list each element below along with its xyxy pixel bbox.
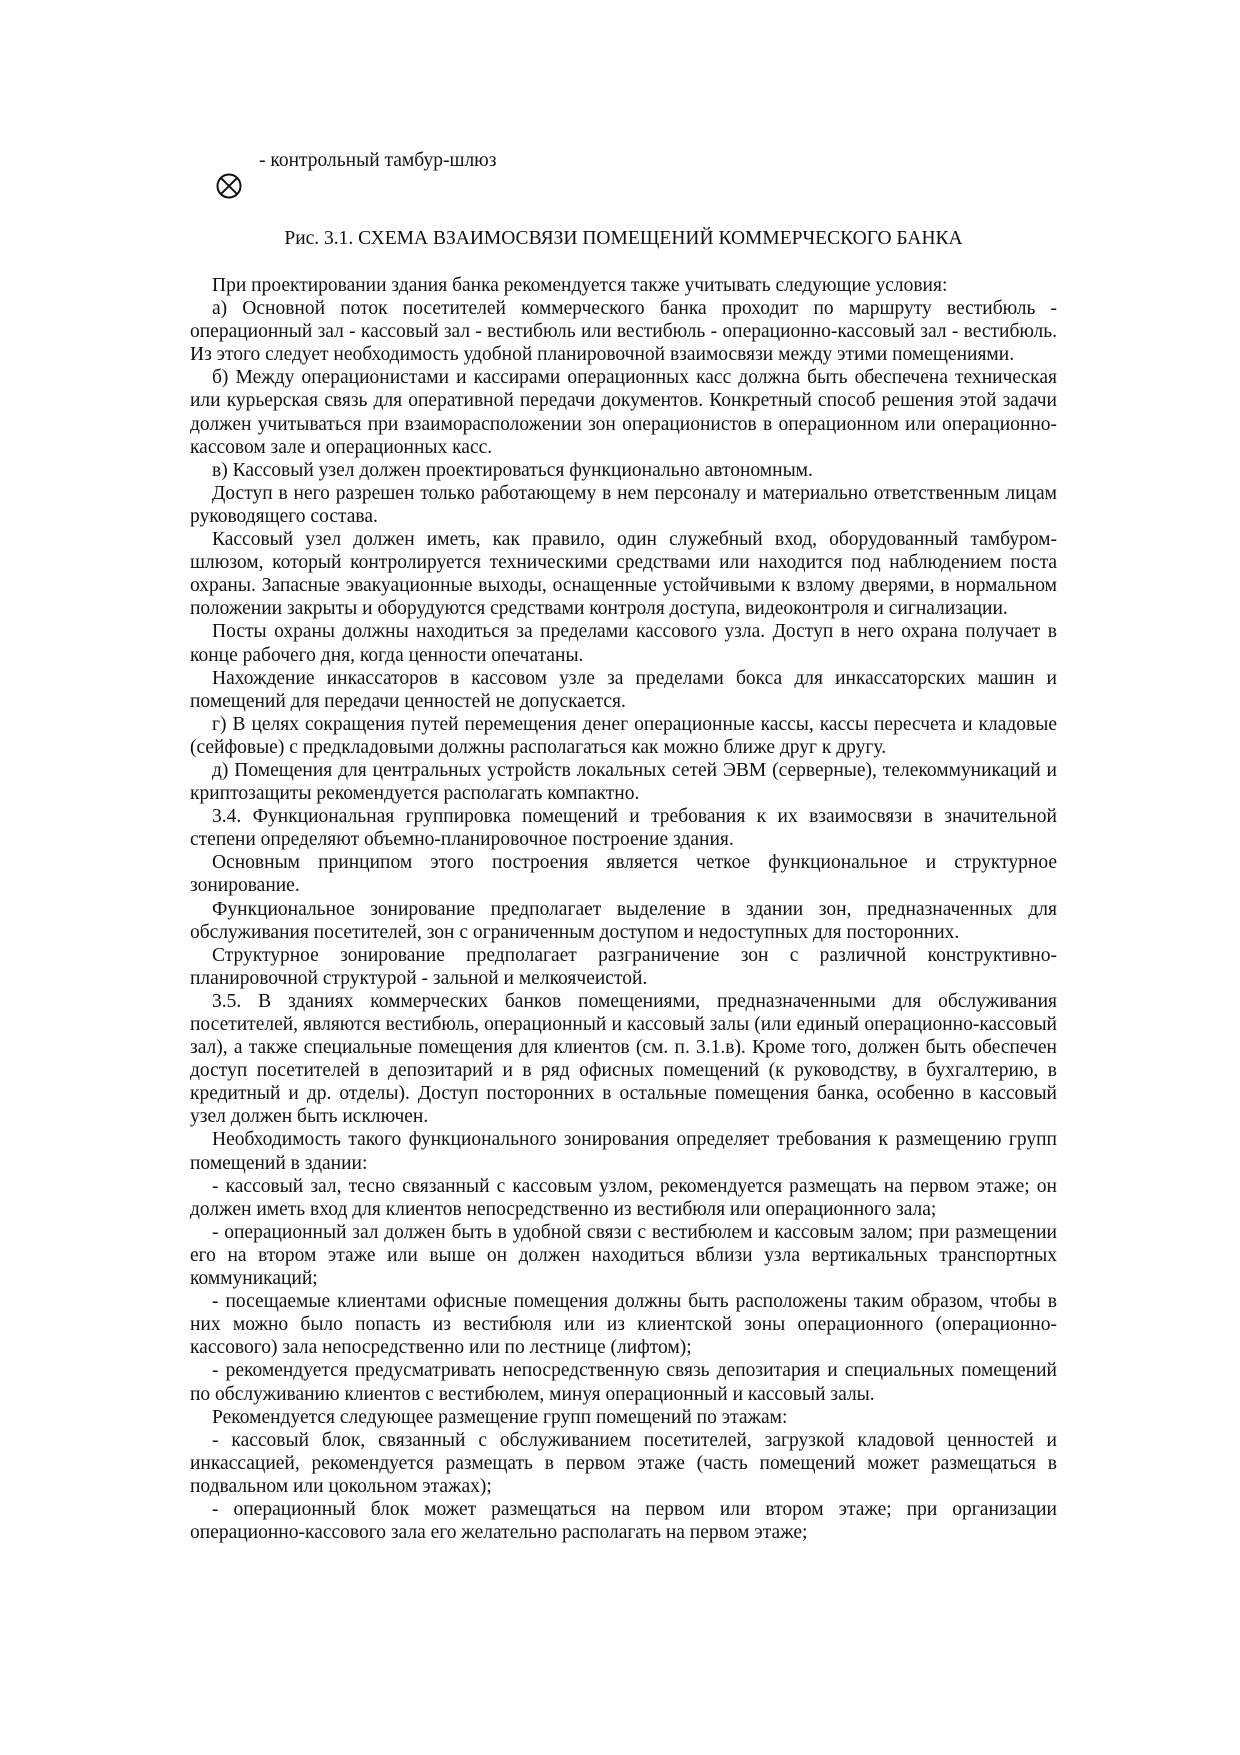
paragraph: 3.4. Функциональная группировка помещений и требования к их взаимосвязи в значительной степени определяют объемно-планировочное построение здания. [190,806,1057,851]
figure-caption: Рис. 3.1. СХЕМА ВЗАИМОСВЯЗИ ПОМЕЩЕНИЙ КОММЕРЧЕСКОГО БАНКА [284,228,963,249]
paragraph: Посты охраны должны находиться за пределами кассового узла. Доступ в него охрана получает в конце рабочего дня, когда ценности опечатаны. [190,621,1057,666]
paragraph: Рекомендуется следующее размещение групп помещений по этажам: [212,1406,788,1428]
paragraph: - кассовый блок, связанный с обслуживанием посетителей, загрузкой кладовой ценностей и инкассацией, рекомендуется размещать в первом этаже (часть помещений может размещаться в подвальном или цокольном этажах); [190,1429,1057,1497]
paragraph: - операционный блок может размещаться на первом или втором этаже; при организации операционно-кассового зала его желательно располагать на первом этаже; [190,1498,1057,1544]
paragraph: Нахождение инкассаторов в кассовом узле за пределами бокса для инкассаторских машин и помещений для передачи ценностей не допускается. [190,667,1057,712]
paragraph: б) Между операционистами и кассирами операционных касс должна быть обеспечена техническая или курьерская связь для оперативной передачи документов. Конкретный способ решения этой задачи должен учитываться при взаиморасположении зон операционистов в операционном или операционно-кассовом зале и операционных касс. [190,367,1057,458]
document-body [190,274,1057,1544]
paragraph: Кассовый узел должен иметь, как правило, один служебный вход, оборудованный тамбуром-шлюзом, который контролируется техническими средствами или находится под наблюдением поста охраны. Запасные эвакуационные выходы, оснащенные устойчивыми к взлому дверями, в нормальном положении закрыты и оборудуются средствами контроля доступа, видеоконтроля и сигнализации. [190,529,1057,620]
paragraph: - рекомендуется предусматривать непосредственную связь депозитария и специальных помещений по обслуживанию клиентов с вестибюлем, минуя операционный и кассовый залы. [190,1360,1057,1405]
paragraph: При проектировании здания банка рекомендуется также учитывать следующие условия: [212,275,948,296]
paragraph: - кассовый зал, тесно связанный с кассовым узлом, рекомендуется размещать на первом этаже; он должен иметь вход для клиентов непосредственно из вестибюля или операционного зала; [190,1175,1057,1220]
paragraph: г) В целях сокращения путей перемещения денег операционные кассы, кассы пересчета и кладовые (сейфовые) с предкладовыми должны располагаться как можно ближе друг к другу. [190,713,1057,758]
paragraph: Необходимость такого функционального зонирования определяет требования к размещению групп помещений в здании: [190,1129,1057,1174]
paragraph: Функциональное зонирование предполагает выделение в здании зон, предназначенных для обслуживания посетителей, зон с ограниченным доступом и недоступных для посторонних. [190,898,1057,943]
legend-item [215,150,615,210]
paragraph: в) Кассовый узел должен проектироваться функционально автономным. [212,459,813,481]
legend-label: - контрольный тамбур-шлюз [259,150,497,171]
paragraph: - операционный зал должен быть в удобной связи с вестибюлем и кассовым залом; при размещении его на втором этаже или выше он должен находиться вблизи узла вертикальных транспортных коммуникаций; [190,1221,1057,1290]
paragraph: а) Основной поток посетителей коммерческого банка проходит по маршруту вестибюль - операционный зал - кассовый зал - вестибюль или вестибюль - операционно-кассовый зал - вестибюль. Из этого следует необходимость удобной планировочной взаимосвязи между этими помещениями. [190,298,1057,366]
paragraph: Доступ в него разрешен только работающему в нем персоналу и материально ответственным лицам руководящего состава. [190,482,1057,527]
paragraph: - посещаемые клиентами офисные помещения должны быть расположены таким образом, чтобы в них можно было попасть из вестибюля или из клиентской зоны операционного (операционно-кассового) зала непосредственно или по лестнице (лифтом); [190,1291,1057,1359]
paragraph: д) Помещения для центральных устройств локальных сетей ЭВМ (серверные), телекоммуникаций и криптозащиты рекомендуется располагать компактно. [190,759,1057,805]
paragraph: Основным принципом этого построения является четкое функциональное и структурное зонирование. [190,852,1057,897]
paragraph: 3.5. В зданиях коммерческих банков помещениями, предназначенными для обслуживания посетителей, являются вестибюль, операционный и кассовый залы (или единый операционно-кассовый зал), а также специальные помещения для клиентов (см. п. 3.1.в). Кроме того, должен быть обеспечен доступ посетителей в депозитарий и в ряд офисных помещений (к руководству, в бухгалтерию, в кредитный и др. отделы). Доступ посторонних в остальные помещения банка, особенно в кассовый узел должен быть исключен. [190,990,1057,1128]
paragraph: Структурное зонирование предполагает разграничение зон с различной конструктивно-планировочной структурой - зальной и мелкоячеистой. [190,944,1057,989]
crossed-circle-icon [215,172,243,200]
